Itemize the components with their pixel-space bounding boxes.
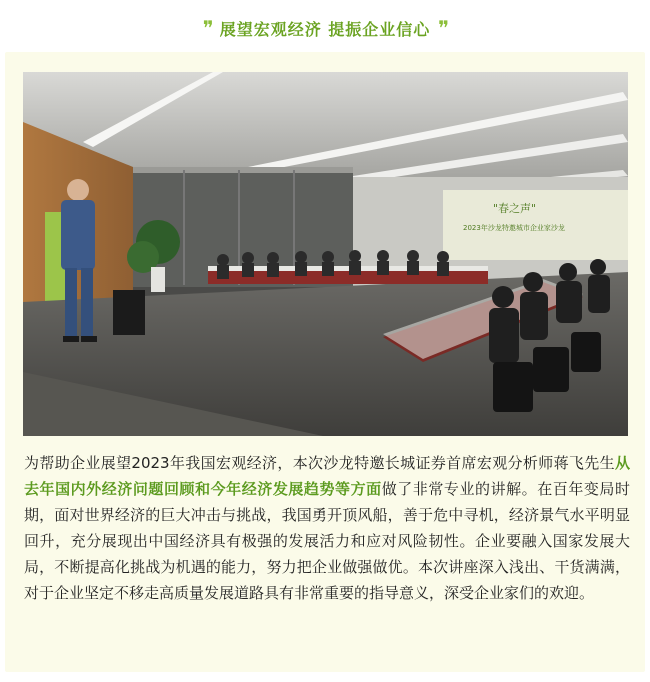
event-photo-illustration <box>23 72 628 436</box>
section-title: 展望宏观经济 提振企业信心 <box>219 19 431 39</box>
banner-subtext: 2023年沙龙特邀城市企业家沙龙 <box>463 224 565 232</box>
event-photo <box>23 72 628 436</box>
article-text-part2: 做了非常专业的讲解。在百年变局时期，面对世界经济的巨大冲击与挑战，我国勇开顶风船，善于危中寻机，经济景气水平明显回升，充分展现出中国经济具有极强的发展活力和应对风险韧性。企业要融入国家发展大局，不断提高化挑战为机遇的能力，努力把企业做强做优。本次讲座深入浅出、干货满满，对于企业坚定不移走高质量发展道路具有非常重要的指导意义，深受企业家们的欢迎。 <box>24 480 630 602</box>
banner-text: "春之声" <box>493 202 537 215</box>
quote-right-icon: ❜❜ <box>438 16 448 40</box>
article-highlight: 从去年国内外经济问题回顾和今年经济发展趋势等方面 <box>24 454 630 498</box>
quote-left-icon: ❜❜ <box>202 16 212 40</box>
article-paragraph <box>24 450 630 606</box>
section-header <box>0 10 650 46</box>
content-card <box>5 52 645 672</box>
article-text-part1: 为帮助企业展望2023年我国宏观经济，本次沙龙特邀长城证券首席宏观分析师蒋飞先生 <box>24 454 615 472</box>
